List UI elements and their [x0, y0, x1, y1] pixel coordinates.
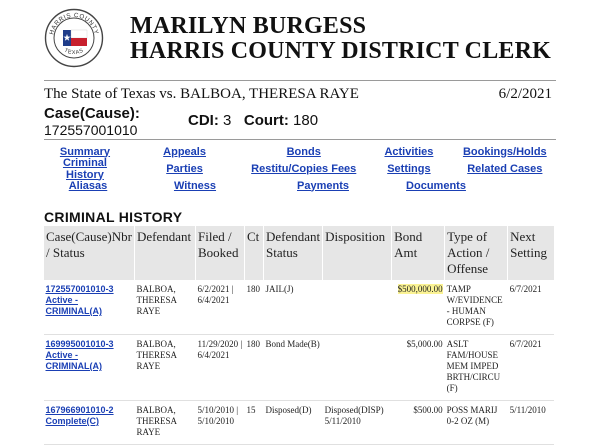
- link-witness[interactable]: Witness: [173, 179, 217, 192]
- table-header-row: [44, 226, 555, 280]
- col-case: Case(Cause)Nbr / Status: [44, 226, 135, 280]
- court-cell: 180: [245, 280, 264, 335]
- col-filed: Filed / Booked: [196, 226, 245, 280]
- link-related-cases[interactable]: Related Cases: [467, 162, 543, 175]
- court-cell: 15: [245, 401, 264, 445]
- cdi-court: [188, 112, 318, 129]
- col-disposition: Disposition: [323, 226, 392, 280]
- court-label: Court:: [243, 112, 289, 129]
- col-def-status: Defendant Status: [264, 226, 323, 280]
- filed-cell: 6/2/2021 | 6/4/2021: [196, 280, 245, 335]
- defendant-cell: BALBOA, THERESA RAYE: [135, 335, 196, 401]
- offense-cell: POSS MARIJ 0-2 OZ (M): [445, 401, 508, 445]
- disposition-cell: Disposed(DISP) 5/11/2010: [323, 401, 392, 445]
- next-setting-cell: 6/7/2021: [508, 335, 555, 401]
- cdi-value: 3: [223, 112, 232, 129]
- status-cell: Bond Made(B): [264, 335, 323, 401]
- link-activities[interactable]: Activities: [384, 145, 434, 158]
- case-link[interactable]: 172557001010-3 Active - CRIMINAL(A): [45, 284, 114, 316]
- link-criminal-history[interactable]: Criminal History: [62, 156, 107, 181]
- court-value: 180: [293, 112, 319, 129]
- link-summary[interactable]: Summary: [59, 145, 111, 158]
- case-link[interactable]: 169995001010-3 Active - CRIMINAL(A): [45, 339, 114, 371]
- cdi-label: CDI:: [188, 112, 219, 129]
- criminal-history-table: [43, 226, 554, 445]
- case-title: The State of Texas vs. BALBOA, THERESA RAYE: [44, 86, 359, 102]
- table-row: [44, 335, 555, 401]
- defendant-cell: BALBOA, THERESA RAYE: [135, 280, 196, 335]
- link-payments[interactable]: Payments: [297, 179, 349, 192]
- table-row: [44, 401, 555, 445]
- case-link[interactable]: 167966901010-2 Complete(C): [45, 405, 114, 426]
- col-defendant: Defendant: [135, 226, 196, 280]
- filed-cell: 5/10/2010 | 5/10/2010: [196, 401, 245, 445]
- link-bonds[interactable]: Bonds: [286, 145, 321, 158]
- seal-bottom-text: TEXAS: [63, 47, 85, 57]
- col-next-setting: Next Setting: [508, 226, 555, 280]
- link-appeals[interactable]: Appeals: [163, 145, 206, 158]
- col-offense: Type of Action / Offense: [445, 226, 508, 280]
- bond-cell: $500.00: [392, 401, 445, 445]
- case-date: 6/2/2021: [498, 86, 552, 102]
- offense-cell: TAMP W/EVIDENCE - HUMAN CORPSE (F): [445, 280, 508, 335]
- link-parties[interactable]: Parties: [166, 162, 203, 175]
- case-nav-links: [44, 143, 556, 194]
- divider: [44, 139, 556, 140]
- clerk-office: HARRIS COUNTY DISTRICT CLERK: [130, 38, 552, 64]
- col-bond: Bond Amt: [392, 226, 445, 280]
- defendant-cell: BALBOA, THERESA RAYE: [135, 401, 196, 445]
- table-row: [44, 280, 555, 335]
- link-restitu-copies-fees[interactable]: Restitu/Copies Fees: [251, 162, 357, 175]
- col-ct: Ct: [245, 226, 264, 280]
- disposition-cell: [323, 280, 392, 335]
- next-setting-cell: 6/7/2021: [508, 280, 555, 335]
- link-aliasas[interactable]: Aliasas: [68, 179, 108, 192]
- filed-cell: 11/29/2020 | 6/4/2021: [196, 335, 245, 401]
- divider: [44, 80, 556, 81]
- cause-label: Case(Cause):: [44, 105, 140, 122]
- link-bookings-holds[interactable]: Bookings/Holds: [462, 145, 547, 158]
- status-cell: JAIL(J): [264, 280, 323, 335]
- seal-top-text: HARRIS COUNTY: [48, 11, 100, 36]
- clerk-name: MARILYN BURGESS: [130, 13, 367, 39]
- offense-cell: ASLT FAM/HOUSE MEM IMPED BRTH/CIRCU (F): [445, 335, 508, 401]
- link-documents[interactable]: Documents: [406, 179, 466, 192]
- harris-county-seal: [44, 8, 104, 68]
- link-settings[interactable]: Settings: [387, 162, 431, 175]
- bond-cell: $5,000.00: [392, 335, 445, 401]
- section-title: CRIMINAL HISTORY: [44, 209, 183, 225]
- court-cell: 180: [245, 335, 264, 401]
- cause-number: 172557001010: [44, 122, 138, 138]
- clerk-header: [130, 14, 551, 64]
- status-cell: Disposed(D): [264, 401, 323, 445]
- disposition-cell: [323, 335, 392, 401]
- next-setting-cell: 5/11/2010: [508, 401, 555, 445]
- bond-amount-highlighted: $500,000.00: [397, 284, 443, 294]
